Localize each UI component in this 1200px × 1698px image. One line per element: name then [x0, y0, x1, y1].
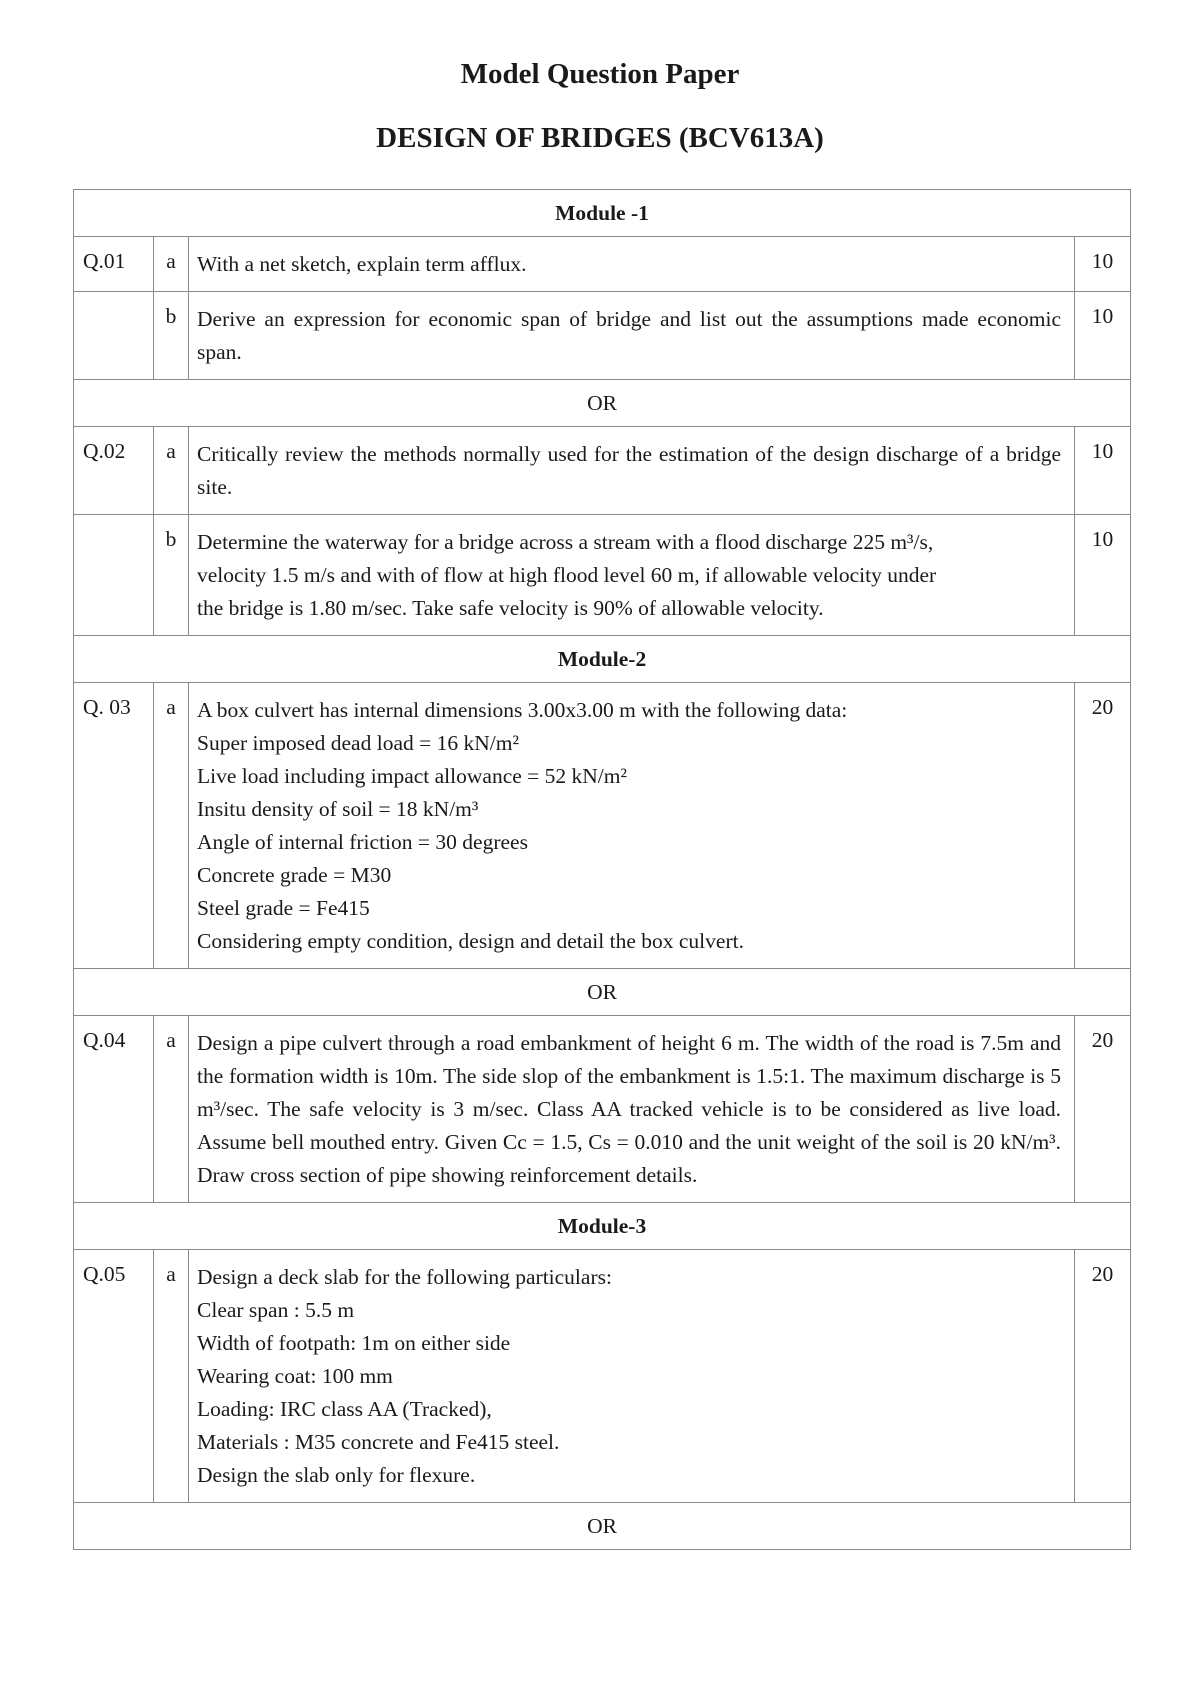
question-table: [73, 189, 1131, 1550]
question-line: Materials : M35 concrete and Fe415 steel.: [197, 1430, 560, 1454]
paper-title: Model Question Paper: [460, 58, 740, 90]
question-text: [189, 515, 1075, 636]
question-number: Q.04: [74, 1016, 154, 1203]
question-text: Critically review the methods normally used for the estimation of the design discharge of a bridge site.: [189, 427, 1075, 515]
question-line: Considering empty condition, design and detail the box culvert.: [197, 929, 744, 953]
module-heading: Module -1: [74, 190, 1131, 237]
question-line: Width of footpath: 1m on either side: [197, 1331, 511, 1355]
question-line: Design a deck slab for the following particulars:: [197, 1265, 612, 1289]
module-row: [74, 190, 1131, 237]
question-number: Q. 03: [74, 683, 154, 969]
question-line: Loading: IRC class AA (Tracked),: [197, 1397, 492, 1421]
marks: 10: [1075, 237, 1131, 292]
marks: 10: [1075, 427, 1131, 515]
question-line: Steel grade = Fe415: [197, 896, 370, 920]
marks: 20: [1075, 1016, 1131, 1203]
sub-label: a: [154, 1250, 189, 1503]
question-number: Q.01: [74, 237, 154, 292]
question-row: [74, 1016, 1131, 1203]
or-row: [74, 380, 1131, 427]
question-line: the bridge is 1.80 m/sec. Take safe velocity is 90% of allowable velocity.: [197, 596, 824, 620]
marks: 10: [1075, 515, 1131, 636]
question-line: Determine the waterway for a bridge across a stream with a flood discharge 225 m³/s,: [197, 530, 934, 554]
question-line: Clear span : 5.5 m: [197, 1298, 355, 1322]
sub-label: a: [154, 683, 189, 969]
marks: 20: [1075, 1250, 1131, 1503]
question-row: [74, 292, 1131, 380]
sub-label: a: [154, 237, 189, 292]
question-line: Insitu density of soil = 18 kN/m³: [197, 797, 479, 821]
module-heading: Module-3: [74, 1203, 1131, 1250]
question-row: [74, 515, 1131, 636]
question-line: Wearing coat: 100 mm: [197, 1364, 393, 1388]
question-row: [74, 1250, 1131, 1503]
question-number: Q.05: [74, 1250, 154, 1503]
question-line: Design the slab only for flexure.: [197, 1463, 476, 1487]
question-text: [189, 1250, 1075, 1503]
marks: 10: [1075, 292, 1131, 380]
sub-label: b: [154, 292, 189, 380]
question-line: A box culvert has internal dimensions 3.00x3.00 m with the following data:: [197, 698, 848, 722]
or-row: [74, 1503, 1131, 1550]
sub-label: b: [154, 515, 189, 636]
question-number: Q.02: [74, 427, 154, 515]
or-separator: OR: [74, 1503, 1131, 1550]
subject-title: DESIGN OF BRIDGES (BCV613A): [376, 122, 824, 154]
question-number: [74, 292, 154, 380]
question-line: Super imposed dead load = 16 kN/m²: [197, 731, 519, 755]
sub-label: a: [154, 1016, 189, 1203]
question-row: [74, 237, 1131, 292]
question-line: Live load including impact allowance = 52 kN/m²: [197, 764, 627, 788]
question-text: Derive an expression for economic span of bridge and list out the assumptions made economic span.: [189, 292, 1075, 380]
question-text: Design a pipe culvert through a road embankment of height 6 m. The width of the road is 7.5m and the formation width is 10m. The side slop of the embankment is 1.5:1. The maximum discharge is 5 m³/sec. The safe velocity is 3 m/sec. Class AA tracked vehicle is to be considered as live load. Assume bell mouthed entry. Given Cc = 1.5, Cs = 0.010 and the unit weight of the soil is 20 kN/m³. Draw cross section of pipe showing reinforcement details.: [189, 1016, 1075, 1203]
question-line: velocity 1.5 m/s and with of flow at high flood level 60 m, if allowable velocity under: [197, 563, 937, 587]
or-separator: OR: [74, 969, 1131, 1016]
question-row: [74, 427, 1131, 515]
marks: 20: [1075, 683, 1131, 969]
question-line: Concrete grade = M30: [197, 863, 392, 887]
sub-label: a: [154, 427, 189, 515]
or-row: [74, 969, 1131, 1016]
module-heading: Module-2: [74, 636, 1131, 683]
question-line: Angle of internal friction = 30 degrees: [197, 830, 528, 854]
question-text: [189, 683, 1075, 969]
question-number: [74, 515, 154, 636]
question-row: [74, 683, 1131, 969]
module-row: [74, 1203, 1131, 1250]
question-text: With a net sketch, explain term afflux.: [189, 237, 1075, 292]
module-row: [74, 636, 1131, 683]
or-separator: OR: [74, 380, 1131, 427]
